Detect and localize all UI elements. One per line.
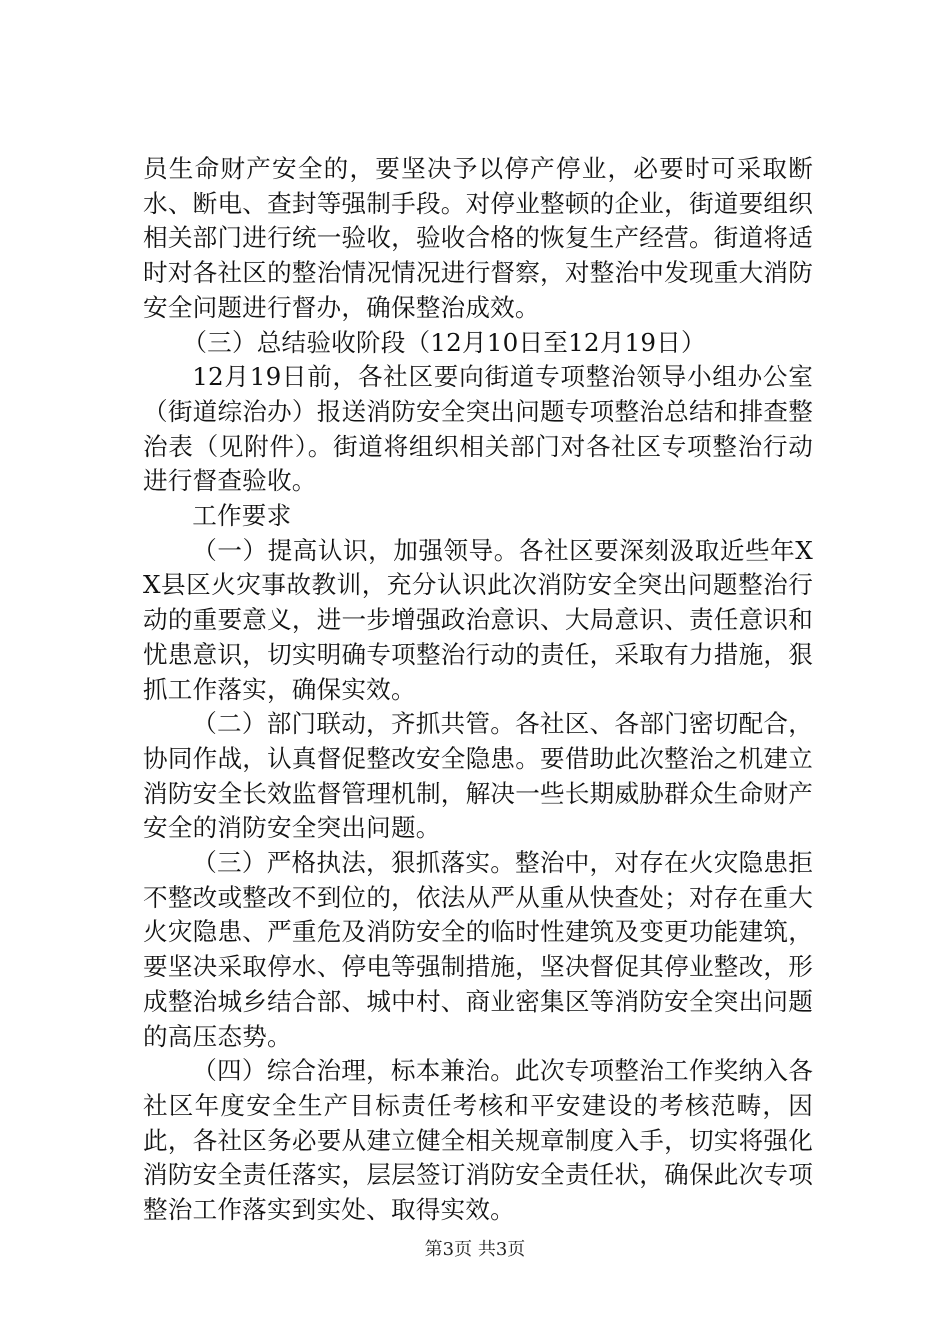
paragraph-requirement-1: （一）提高认识，加强领导。各社区要深刻汲取近些年XX县区火灾事故教训，充分认识此次消防安全突出问题整治行动的重要意义，进一步增强政治意识、大局意识、责任意识和忧患意识，切实明确专项整治行动的责任，采取有力措施，狠抓工作落实，确保实效。 <box>143 535 813 704</box>
document-body <box>143 152 813 1228</box>
section-heading-summary-stage: （三）总结验收阶段（12月10日至12月19日） <box>182 327 706 357</box>
paragraph-requirement-3: （三）严格执法，狠抓落实。整治中，对存在火灾隐患拒不整改或整改不到位的，依法从严从重从快查处；对存在重大火灾隐患、严重危及消防安全的临时性建筑及变更功能建筑，要坚决采取停水、停电等强制措施，坚决督促其停业整改，形成整治城乡结合部、城中村、商业密集区等消防安全突出问题的高压态势。 <box>143 848 813 1051</box>
page-footer: 第3页 共3页 <box>424 1239 526 1260</box>
paragraph-summary-stage: 12月19日前，各社区要向街道专项整治领导小组办公室（街道综治办）报送消防安全突出问题专项整治总结和排查整治表（见附件）。街道将组织相关部门对各社区专项整治行动进行督查验收。 <box>143 362 813 496</box>
paragraph-requirement-2: （二）部门联动，齐抓共管。各社区、各部门密切配合，协同作战，认真督促整改安全隐患。要借助此次整治之机建立消防安全长效监督管理机制，解决一些长期威胁群众生命财产安全的消防安全突出问题。 <box>143 709 813 843</box>
paragraph-requirement-4: （四）综合治理，标本兼治。此次专项整治工作奖纳入各社区年度安全生产目标责任考核和平安建设的考核范畴，因此，各社区务必要从建立健全相关规章制度入手，切实将强化消防安全责任落实，层层签订消防安全责任状，确保此次专项整治工作落实到实处、取得实效。 <box>143 1056 813 1225</box>
paragraph-continuation: 员生命财产安全的，要坚决予以停产停业，必要时可采取断水、断电、查封等强制手段。对停业整顿的企业，街道要组织相关部门进行统一验收，验收合格的恢复生产经营。街道将适时对各社区的整治情况情况进行督察，对整治中发现重大消防安全问题进行督办，确保整治成效。 <box>143 154 813 322</box>
section-heading-work-requirements: 工作要求 <box>192 501 292 531</box>
